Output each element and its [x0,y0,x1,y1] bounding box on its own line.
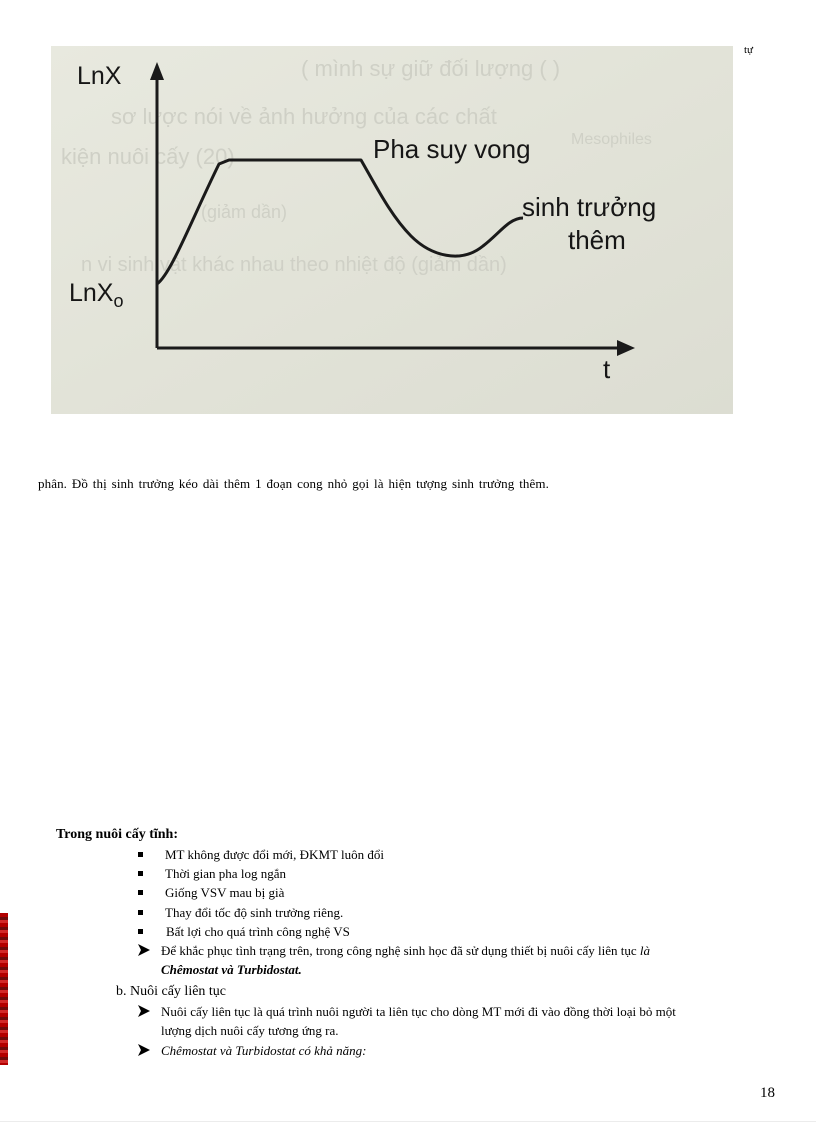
square-bullet-icon [138,910,143,915]
svg-text:Mesophiles: Mesophiles [571,131,652,148]
regrowth-label-line1: sinh trưởng [522,192,657,222]
page-bottom-rule [0,1121,816,1122]
svg-text:sơ lược nói về ảnh hưởng của c: sơ lược nói về ảnh hưởng của các chất [111,104,497,129]
regrowth-label-line2: thêm [568,225,626,255]
svg-text:n vi sinh vật khác nhau theo n: n vi sinh vật khác nhau theo nhiệt độ (giảm dần) [81,254,507,276]
arrowhead-bullet-icon [138,944,150,956]
continuous-culture-heading: b. Nuôi cấy liên tục [116,984,227,999]
square-bullet-icon [138,852,143,857]
decline-phase-label: Pha suy vong [373,134,531,164]
corner-word: tự [744,44,754,56]
arrowhead-bullet-icon [138,1044,150,1056]
y0-label: LnX$_o$ [69,279,124,311]
square-bullet-icon [138,929,143,934]
svg-text:( mình sự giữ đối lượng ( ): ( mình sự giữ đối lượng ( ) [301,56,561,81]
x-axis-label: t [603,354,611,384]
square-bullet-icon [138,871,143,876]
page-number: 18 [760,1085,775,1101]
svg-text:kiện nuôi cấy (20): kiện nuôi cấy (20) [61,144,235,169]
arrowhead-bullet-icon [138,1005,150,1017]
edge-stamp-mark [0,913,8,1065]
y-axis-label: LnX [77,62,122,90]
square-bullet-icon [138,890,143,895]
scan-background [51,46,733,414]
growth-curve-figure [51,46,733,414]
static-culture-heading: Trong nuôi cấy tĩnh: [56,827,179,842]
caption-text: phân. Đồ thị sinh trưởng kéo dài thêm 1 đoạn cong nhỏ gọi là hiện tượng sinh trưởng thêm. [38,476,549,491]
svg-text:(giảm dần): (giảm dần) [201,202,288,222]
